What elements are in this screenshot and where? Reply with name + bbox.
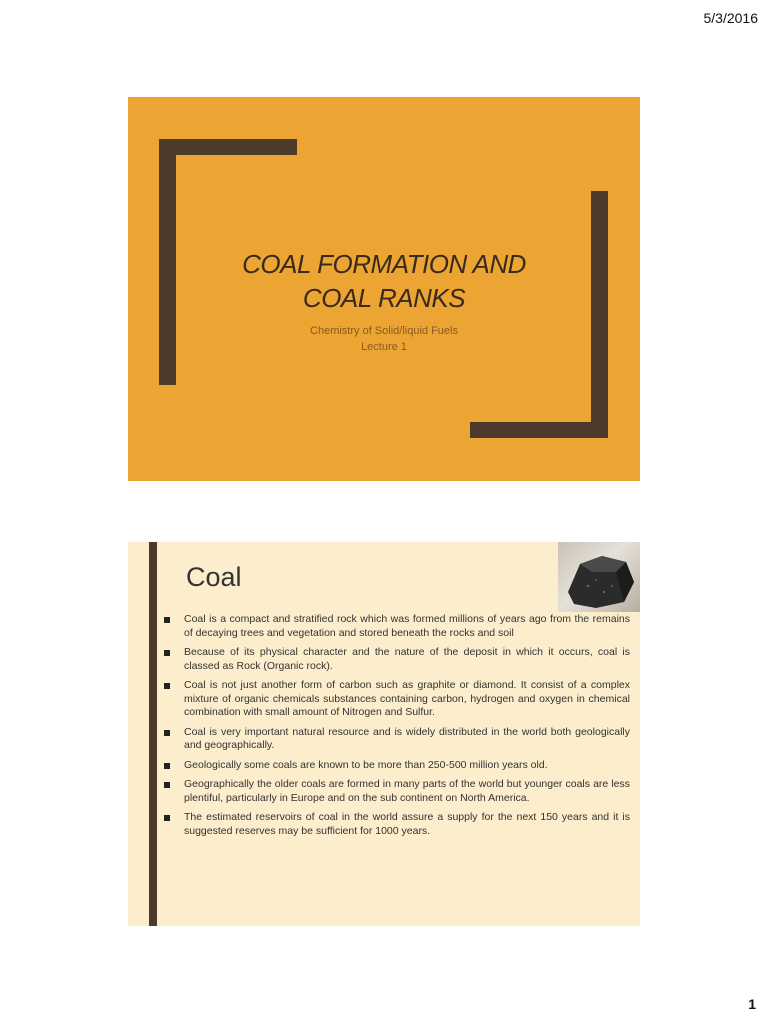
bullet-square-icon bbox=[164, 617, 170, 623]
coal-slide bbox=[128, 542, 640, 926]
page-number: 1 bbox=[748, 996, 756, 1012]
bullet-square-icon bbox=[164, 650, 170, 656]
slide-subtitle-line2: Lecture 1 bbox=[361, 341, 407, 353]
coal-image bbox=[558, 542, 640, 612]
bullet-item: Coal is a compact and stratified rock which was formed millions of years ago from the remains of decaying trees and vegetation and stored beneath the rocks and soil bbox=[162, 613, 630, 640]
bullet-square-icon bbox=[164, 763, 170, 769]
bullet-item: Geographically the older coals are formed in many parts of the world but younger coals are less plentiful, particularly in Europe and on the sub continent on North America. bbox=[162, 778, 630, 805]
slide-heading: Coal bbox=[186, 562, 242, 592]
bullet-item: Coal is not just another form of carbon such as graphite or diamond. It consist of a complex mixture of organic chemicals substances containing carbon, hydrogen and oxygen in chemical combination with small amount of Nitrogen and Sulfur. bbox=[162, 679, 630, 720]
slide-title-line1: COAL FORMATION AND bbox=[242, 249, 526, 279]
bullet-list bbox=[162, 613, 630, 844]
bracket-bottom-right-vertical bbox=[591, 191, 608, 437]
slide-title bbox=[188, 247, 580, 315]
title-slide bbox=[128, 97, 640, 481]
bullet-item: Coal is very important natural resource and is widely distributed in the world both geologically and geographically. bbox=[162, 726, 630, 753]
bullet-square-icon bbox=[164, 815, 170, 821]
bracket-top-left-vertical bbox=[159, 139, 176, 385]
slide-subtitle bbox=[188, 323, 580, 355]
bracket-bottom-right-horizontal bbox=[470, 422, 608, 438]
slide-subtitle-line1: Chemistry of Solid/liquid Fuels bbox=[310, 325, 458, 337]
accent-bar bbox=[149, 542, 157, 926]
bracket-top-left-horizontal bbox=[159, 139, 297, 155]
bullet-item: The estimated reservoirs of coal in the world assure a supply for the next 150 years and it is suggested reserves may be sufficient for 1000 years. bbox=[162, 811, 630, 838]
bullet-item: Geologically some coals are known to be more than 250-500 million years old. bbox=[162, 759, 630, 773]
bullet-square-icon bbox=[164, 782, 170, 788]
bullet-item: Because of its physical character and the nature of the deposit in which it occurs, coal is classed as Rock (Organic rock). bbox=[162, 646, 630, 673]
bullet-square-icon bbox=[164, 683, 170, 689]
bullet-square-icon bbox=[164, 730, 170, 736]
page-date: 5/3/2016 bbox=[703, 10, 758, 26]
slide-title-line2: COAL RANKS bbox=[302, 283, 466, 313]
